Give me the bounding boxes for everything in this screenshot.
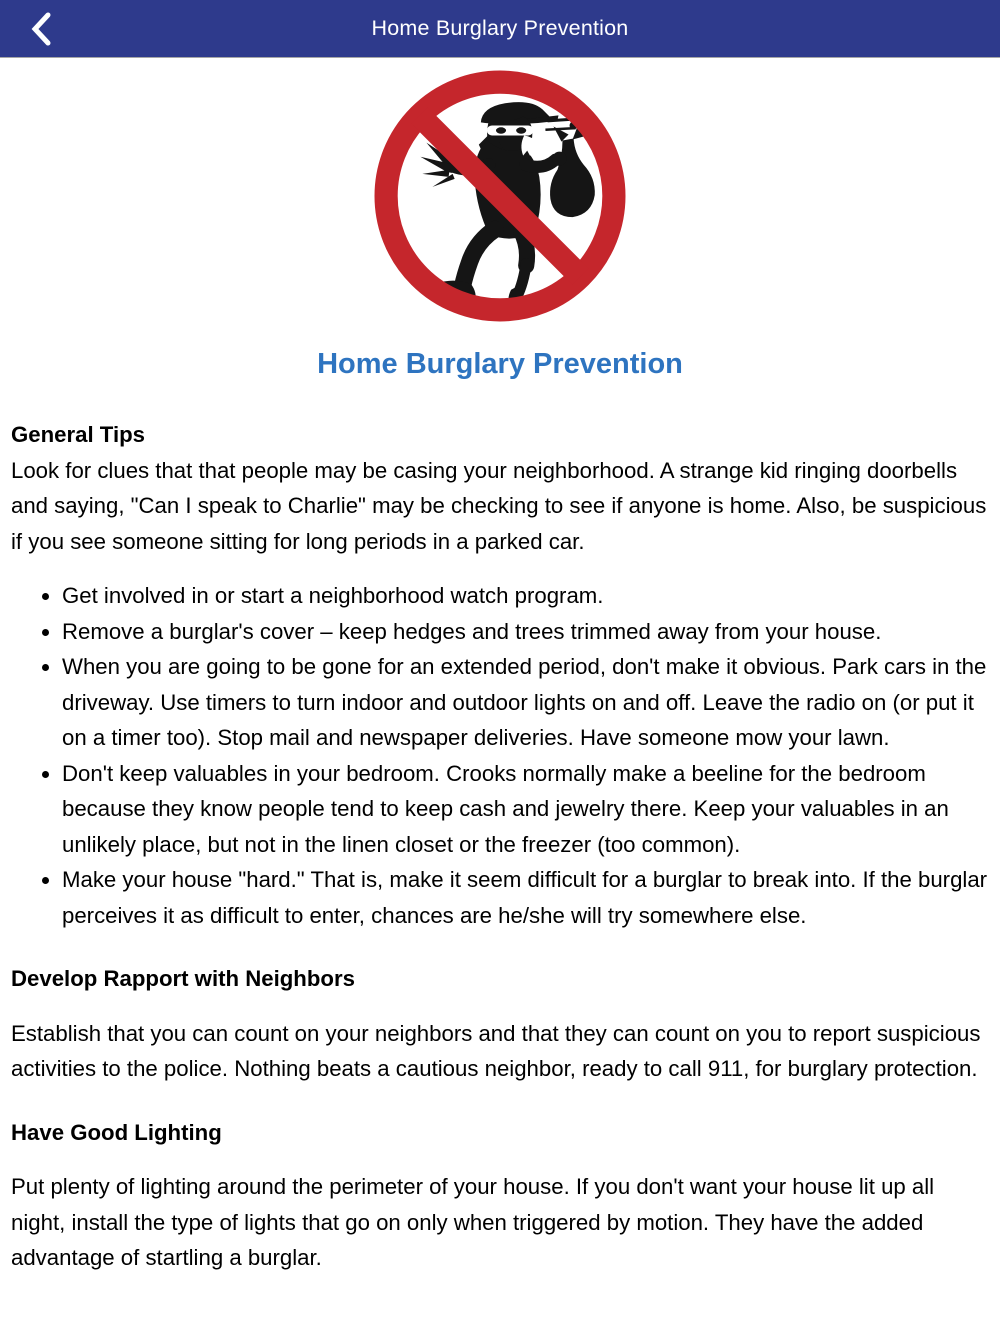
section-body-general-tips: Look for clues that that people may be casing your neighborhood. A strange kid ringing doorbells and saying, "Can I speak to Charlie" may be checking to see if anyone is home. Also, be suspicious if you see someone sitting for long periods in a parked car.	[11, 457, 987, 554]
section-heading-general-tips: General Tips	[11, 422, 146, 447]
tip-item: • Don't keep valuables in your bedroom. Crooks normally make a beeline for the bedroom because they know people tend to keep cash and jewelry there. Keep your valuables in an unlikely place, but not in the linen closet or the freezer (too common).	[62, 756, 989, 863]
no-burglar-sign-image	[374, 70, 626, 322]
tip-item: • Make your house "hard." That is, make it seem difficult for a burglar to break into. If the burglar perceives it as difficult to enter, chances are he/she will try somewhere else.	[62, 862, 989, 933]
tip-item: • Remove a burglar's cover – keep hedges and trees trimmed away from your house.	[62, 614, 989, 650]
article-title: Home Burglary Prevention	[317, 348, 683, 380]
content-scroll-area[interactable]	[0, 57, 1000, 1276]
hero-image-container	[0, 57, 1000, 322]
tips-list	[11, 578, 989, 933]
nav-title: Home Burglary Prevention	[371, 16, 629, 40]
section-general-tips	[11, 417, 989, 559]
section-have-good-lighting	[11, 1115, 989, 1276]
article-body	[0, 417, 1000, 1276]
section-heading-have-good-lighting: Have Good Lighting	[11, 1119, 222, 1145]
section-heading-develop-rapport: Develop Rapport with Neighbors	[11, 966, 355, 991]
tip-item: • Get involved in or start a neighborhood watch program.	[62, 578, 989, 614]
section-develop-rapport	[11, 961, 989, 1087]
back-button[interactable]	[0, 0, 80, 57]
section-body-develop-rapport: Establish that you can count on your neighbors and that they can count on you to report suspicious activities to the police. Nothing beats a cautious neighbor, ready to call 911, for burglary protection.	[11, 1020, 981, 1081]
section-body-have-good-lighting: Put plenty of lighting around the perimeter of your house. If you don't want your house lit up all night, install the type of lights that go on only when triggered by motion. They have the added advantage of startling a burglar.	[11, 1174, 935, 1270]
chevron-left-icon	[30, 11, 52, 47]
navigation-bar	[0, 0, 1000, 57]
tip-item: • When you are going to be gone for an extended period, don't make it obvious. Park cars in the driveway. Use timers to turn indoor and outdoor lights on and off. Leave the radio on (or put it on a timer too). Stop mail and newspaper deliveries. Have someone mow your lawn.	[62, 649, 989, 756]
